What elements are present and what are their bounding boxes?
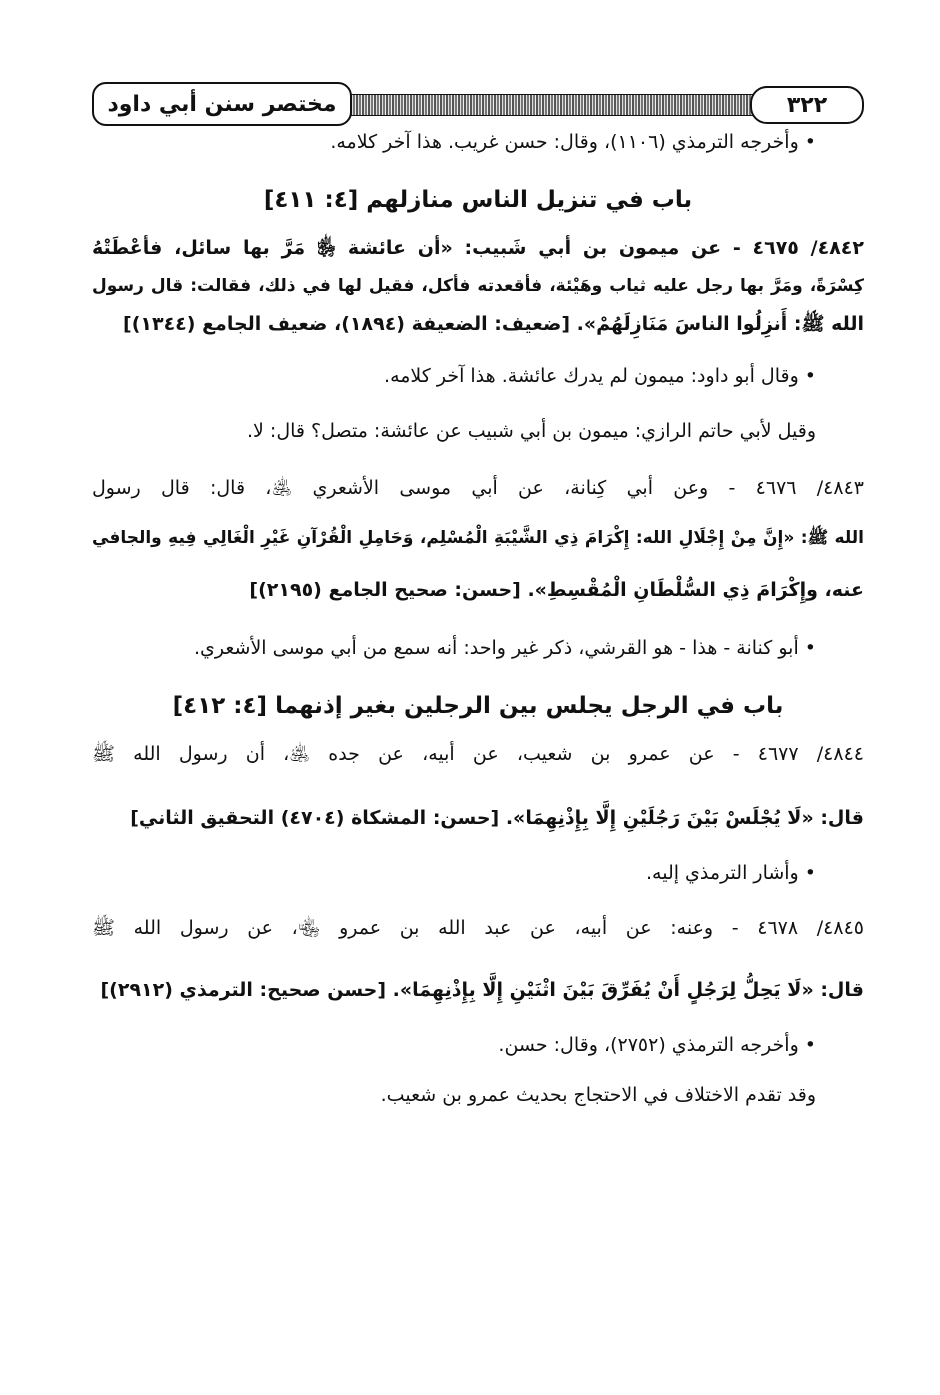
hadith-line: كِسْرَةً، ومَرَّ بها رجل عليه ثياب وهَيْئة، فأقعدته فأكل، فقيل لها في ذلك، فقالت: قال رسول — [92, 276, 864, 296]
book-title: مختصر سنن أبي داود — [92, 82, 352, 126]
note-line: • وأشار الترمذي إليه. — [92, 859, 864, 914]
hadith-line: الله ﷺ: «إِنَّ مِنْ إِجْلَالِ الله: إِكْرَامَ ذِي الشَّيْبَةِ الْمُسْلِم، وَحَامِلِ الْقُرْآنِ غَيْرِ الْغَالِي فِيهِ والجافي — [92, 528, 864, 548]
note-line: وقد تقدم الاختلاف في الاحتجاج بحديث عمرو بن شعيب. — [380, 1084, 816, 1106]
header-rule — [302, 94, 754, 116]
page-header — [92, 80, 864, 128]
hadith-line: ٤٨٤٤/ ٤٦٧٧ - عن عمرو بن شعيب، عن أبيه، عن جده ﵁، أن رسول الله ﷺ — [92, 743, 864, 765]
chapter-heading: باب في تنزيل الناس منازلهم [٤: ٤١١] — [263, 187, 693, 213]
hadith-line: الله ﷺ: أَنزِلُوا الناسَ مَنَازِلَهُمْ». [ضعيف: الضعيفة (١٨٩٤)، ضعيف الجامع (١٣٤٤)] — [123, 313, 864, 335]
note-line: وقيل لأبي حاتم الرازي: ميمون بن أبي شبيب عن عائشة: متصل؟ قال: لا. — [247, 420, 816, 442]
hadith-line: ٤٨٤٥/ ٤٦٧٨ - وعنه: عن أبيه، عن عبد الله بن عمرو ﵄، عن رسول الله ﷺ — [92, 917, 864, 939]
hadith-line: قال: «لَا يَحِلُّ لِرَجُلٍ أَنْ يُفَرِّقَ بَيْنَ اثْنَيْنِ إِلَّا بِإِذْنِهِمَا». [حسن صحيح: الترمذي (٢٩١٢)] — [100, 979, 864, 1001]
note-line: • وأخرجه الترمذي (١١٠٦)، وقال: حسن غريب. هذا آخر كلامه. — [92, 128, 864, 174]
note-line: • وأخرجه الترمذي (٢٧٥٢)، وقال: حسن. — [92, 1031, 864, 1081]
page-body — [92, 128, 864, 1121]
note-line: • وقال أبو داود: ميمون لم يدرك عائشة. هذا آخر كلامه. — [92, 362, 864, 417]
note-line: • أبو كنانة - هذا - هو القرشي، ذكر غير واحد: أنه سمع من أبي موسى الأشعري. — [92, 634, 864, 678]
chapter-heading: باب في الرجل يجلس بين الرجلين بغير إذنهما [٤: ٤١٢] — [172, 693, 784, 719]
page-number: ٣٢٢ — [750, 86, 864, 124]
hadith-line: ٤٨٤٢/ ٤٦٧٥ - عن ميمون بن أبي شَبيب: «أن عائشة ﵂ مَرَّ بها سائل، فأعْطَتْهُ — [92, 237, 864, 259]
hadith-line: قال: «لَا يُجْلَسْ بَيْنَ رَجُلَيْنِ إِلَّا بِإِذْنِهِمَا». [حسن: المشكاة (٤٧٠٤) التحقيق الثاني] — [130, 807, 864, 829]
hadith-line: عنه، وإِكْرَامَ ذِي السُّلْطَانِ الْمُقْسِطِ». [حسن: صحيح الجامع (٢١٩٥)] — [249, 579, 864, 601]
hadith-line: ٤٨٤٣/ ٤٦٧٦ - وعن أبي كِنانة، عن أبي موسى الأشعري ﵁، قال: قال رسول — [92, 477, 864, 499]
